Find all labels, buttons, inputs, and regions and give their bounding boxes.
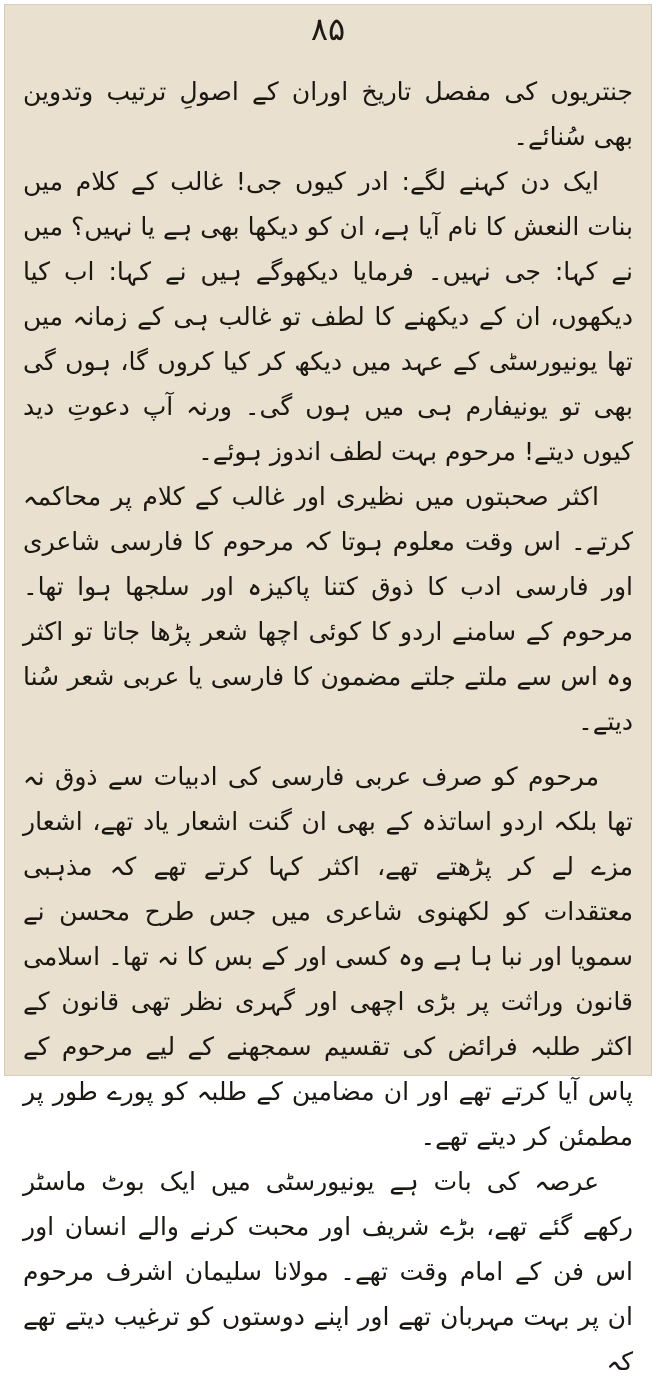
paragraph-5: عرصہ کی بات ہے یونیورسٹی میں ایک بوٹ ماسٹر رکھے گئے تھے، بڑے شریف اور محبت کرنے والے انسان اور اس فن کے امام وقت تھے۔ مولانا سلیمان اشرف مرحوم ان پر بہت مہربان تھے اور اپنے دوستوں کو ترغیب دیتے تھے کہ [23, 1167, 633, 1376]
paragraph-1: جنتریوں کی مفصل تاریخ اوران کے اصولِ ترتیب وتدوین بھی سُنائے۔ [23, 77, 633, 151]
paragraph-3: اکثر صحبتوں میں نظیری اور غالب کے کلام پر محاکمہ کرتے۔ اس وقت معلوم ہوتا کہ مرحوم کا فارسی شاعری اور فارسی ادب کا ذوق کتنا پاکیزہ اور سلجھا ہوا تھا۔ مرحوم کے سامنے اردو کا کوئی اچھا شعر پڑھا جاتا تو اکثر وہ اس سے ملتے جلتے مضمون کا فارسی یا عربی شعر سُنا دیتے۔ [23, 482, 633, 736]
paragraph-4: مرحوم کو صرف عربی فارسی کی ادبیات سے ذوق نہ تھا بلکہ اردو اساتذہ کے بھی ان گنت اشعار یاد تھے، اشعار مزے لے کر پڑھتے تھے، اکثر کہا کرتے تھے کہ مذہبی معتقدات کو لکھنوی شاعری میں جس طرح محسن نے سمویا اور نبا ہا ہے وہ کسی اور کے بس کا نہ تھا۔ اسلامی قانون وراثت پر بڑی اچھی اور گہری نظر تھی قانون کے اکثر طلبہ فرائض کی تقسیم سمجھنے کے لیے مرحوم کے پاس آیا کرتے تھے اور ان مضامین کے طلبہ کو پورے طور پر مطمئن کر دیتے تھے۔ [23, 762, 633, 1151]
page-number: ۸۵ [310, 10, 346, 48]
paragraph-2: ایک دن کہنے لگے: ادر کیوں جی! غالب کے کلام میں بنات النعش کا نام آیا ہے، ان کو دیکھا بھی ہے یا نہیں؟ میں نے کہا: جی نہیں۔ فرمایا دیکھوگے ہیں نے کہا: اب کیا دیکھوں، ان کے دیکھنے کا لطف تو غالب ہی کے زمانہ میں تھا یونیورسٹی کے عہد میں دیکھ کر کیا کروں گا، ہوں گی بھی تو یونیفارم ہی میں ہوں گی۔ ورنہ آپ دعوتِ دید کیوں دیتے! مرحوم بہت لطف اندوز ہوئے۔ [23, 167, 633, 466]
page-text [23, 69, 633, 1376]
document-page [4, 4, 652, 1376]
